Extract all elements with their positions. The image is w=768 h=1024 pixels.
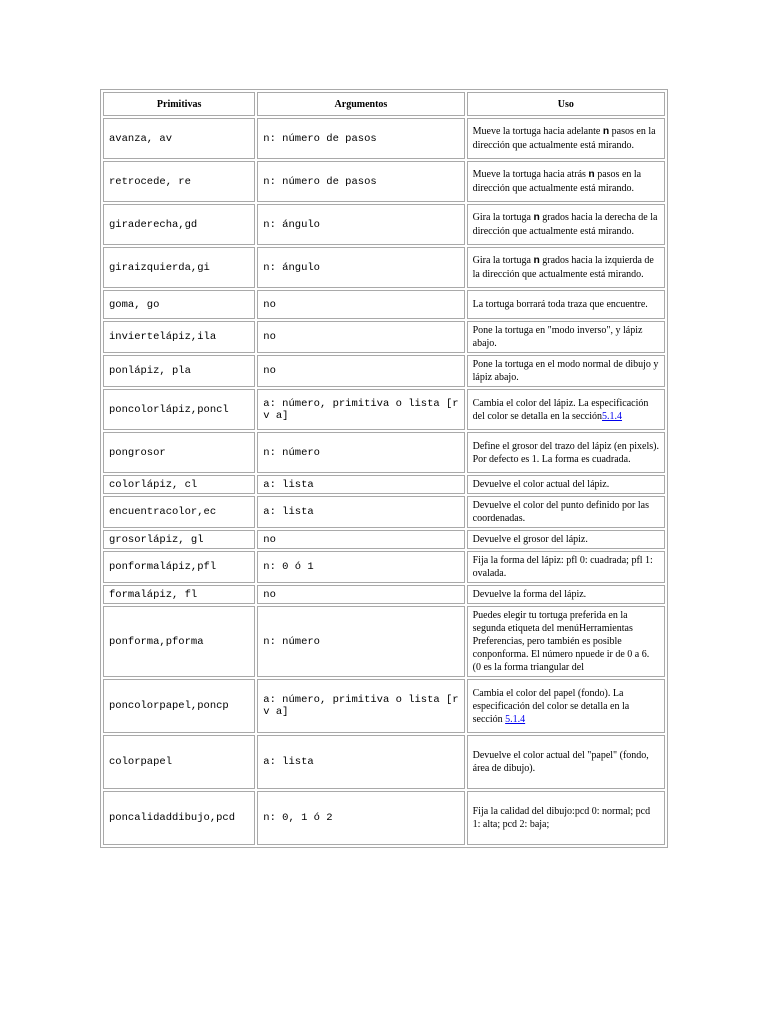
- usage-text: Pone la tortuga en el modo normal de dibujo y lápiz abajo.: [472, 359, 659, 383]
- usage-cell: [467, 290, 665, 319]
- usage-cell: [467, 118, 665, 159]
- primitive-cell: colorlápiz, cl: [103, 475, 255, 494]
- arguments-cell: no: [257, 530, 464, 549]
- usage-text: Pone la tortuga en "modo inverso", y lápiz abajo.: [472, 325, 643, 349]
- table-row: [103, 355, 665, 387]
- header-primitivas: Primitivas: [103, 92, 255, 116]
- table-row: [103, 290, 665, 319]
- usage-text: pasos en la dirección que actualmente está mirando.: [472, 169, 642, 194]
- usage-text: Devuelve el grosor del lápiz.: [472, 534, 588, 545]
- usage-cell: [467, 247, 665, 288]
- table-row: [103, 432, 665, 473]
- primitive-cell: poncolorlápiz,poncl: [103, 389, 255, 430]
- arguments-cell: no: [257, 355, 464, 387]
- usage-cell: [467, 791, 665, 845]
- table-row: [103, 735, 665, 789]
- header-uso: Uso: [467, 92, 665, 116]
- primitive-cell: inviertelápiz,ila: [103, 321, 255, 353]
- usage-text: Devuelve el color del punto definido por las coordenadas.: [472, 500, 649, 524]
- arguments-cell: n: número: [257, 432, 464, 473]
- primitive-cell: giraizquierda,gi: [103, 247, 255, 288]
- table-row: [103, 551, 665, 583]
- usage-text: Gira la tortuga: [472, 212, 534, 223]
- primitives-table: [100, 89, 668, 848]
- section-link[interactable]: 5.1.4: [602, 410, 623, 422]
- usage-text: grados hacia la derecha de la dirección que actualmente está mirando.: [472, 212, 658, 237]
- arguments-cell: a: número, primitiva o lista [r v a]: [257, 679, 464, 733]
- usage-cell: [467, 321, 665, 353]
- primitive-cell: pongrosor: [103, 432, 255, 473]
- usage-cell: [467, 551, 665, 583]
- primitive-cell: grosorlápiz, gl: [103, 530, 255, 549]
- table-row: [103, 585, 665, 604]
- primitive-cell: ponformalápiz,pfl: [103, 551, 255, 583]
- usage-text: Gira la tortuga: [472, 255, 534, 266]
- primitive-cell: poncalidaddibujo,pcd: [103, 791, 255, 845]
- arguments-cell: n: ángulo: [257, 204, 464, 245]
- variable-n: n: [588, 169, 595, 181]
- usage-cell: [467, 161, 665, 202]
- primitive-cell: avanza, av: [103, 118, 255, 159]
- primitive-cell: ponforma,pforma: [103, 606, 255, 677]
- primitive-cell: goma, go: [103, 290, 255, 319]
- usage-cell: [467, 585, 665, 604]
- arguments-cell: n: número: [257, 606, 464, 677]
- primitive-cell: poncolorpapel,poncp: [103, 679, 255, 733]
- usage-cell: [467, 496, 665, 528]
- arguments-cell: no: [257, 321, 464, 353]
- table-row: [103, 475, 665, 494]
- usage-text: Mueve la tortuga hacia adelante: [472, 126, 603, 137]
- table-row: [103, 204, 665, 245]
- variable-n: n: [533, 255, 540, 267]
- table-row: [103, 496, 665, 528]
- arguments-cell: a: lista: [257, 496, 464, 528]
- usage-cell: [467, 679, 665, 733]
- usage-text: Devuelve la forma del lápiz.: [472, 589, 587, 600]
- table-row: [103, 247, 665, 288]
- variable-n: n: [533, 212, 540, 224]
- arguments-cell: a: número, primitiva o lista [r v a]: [257, 389, 464, 430]
- arguments-cell: n: ángulo: [257, 247, 464, 288]
- primitive-cell: colorpapel: [103, 735, 255, 789]
- variable-n: n: [602, 126, 610, 138]
- usage-cell: [467, 355, 665, 387]
- table-row: [103, 679, 665, 733]
- table-row: [103, 161, 665, 202]
- usage-text: Cambia el color del lápiz. La especificación del color se detalla en la sección: [472, 397, 649, 422]
- usage-text: Define el grosor del trazo del lápiz (en pixels). Por defecto es 1. La forma es cuadrada.: [472, 440, 659, 465]
- table-row: [103, 118, 665, 159]
- usage-cell: [467, 389, 665, 430]
- usage-text: Devuelve el color actual del lápiz.: [472, 479, 610, 490]
- table-row: [103, 606, 665, 677]
- primitive-cell: giraderecha,gd: [103, 204, 255, 245]
- primitive-cell: retrocede, re: [103, 161, 255, 202]
- header-argumentos: Argumentos: [257, 92, 464, 116]
- table-row: [103, 389, 665, 430]
- usage-text: Mueve la tortuga hacia atrás: [472, 169, 589, 180]
- table-row: [103, 321, 665, 353]
- usage-text: Devuelve el color actual del "papel" (fondo, área de dibujo).: [472, 750, 649, 774]
- primitive-cell: encuentracolor,ec: [103, 496, 255, 528]
- usage-text: La tortuga borrará toda traza que encuentre.: [472, 299, 648, 310]
- usage-text: Cambia el color del papel (fondo). La especificación del color se detalla en la sección: [472, 687, 630, 725]
- primitive-cell: ponlápiz, pla: [103, 355, 255, 387]
- arguments-cell: n: número de pasos: [257, 118, 464, 159]
- usage-cell: [467, 735, 665, 789]
- table-row: [103, 791, 665, 845]
- arguments-cell: a: lista: [257, 475, 464, 494]
- usage-text: Fija la calidad del dibujo:pcd 0: normal; pcd 1: alta; pcd 2: baja;: [472, 806, 651, 830]
- table-row: [103, 530, 665, 549]
- table-header-row: [103, 92, 665, 116]
- usage-text: Fija la forma del lápiz: pfl 0: cuadrada; pfl 1: ovalada.: [472, 555, 653, 579]
- usage-cell: [467, 606, 665, 677]
- arguments-cell: n: 0 ó 1: [257, 551, 464, 583]
- arguments-cell: no: [257, 290, 464, 319]
- arguments-cell: n: número de pasos: [257, 161, 464, 202]
- usage-text: grados hacia la izquierda de la dirección que actualmente está mirando.: [472, 255, 654, 280]
- usage-cell: [467, 204, 665, 245]
- usage-cell: [467, 475, 665, 494]
- primitive-cell: formalápiz, fl: [103, 585, 255, 604]
- usage-text: pasos en la dirección que actualmente está mirando.: [472, 126, 656, 151]
- section-link[interactable]: 5.1.4: [505, 713, 526, 725]
- usage-text: Puedes elegir tu tortuga preferida en la segunda etiqueta del menúHerramientas Preferencias, pero también es posible conponforma. El número npuede ir de 0 a 6. (0 es la forma triangular del: [472, 610, 650, 673]
- usage-cell: [467, 530, 665, 549]
- arguments-cell: a: lista: [257, 735, 464, 789]
- arguments-cell: n: 0, 1 ó 2: [257, 791, 464, 845]
- usage-cell: [467, 432, 665, 473]
- arguments-cell: no: [257, 585, 464, 604]
